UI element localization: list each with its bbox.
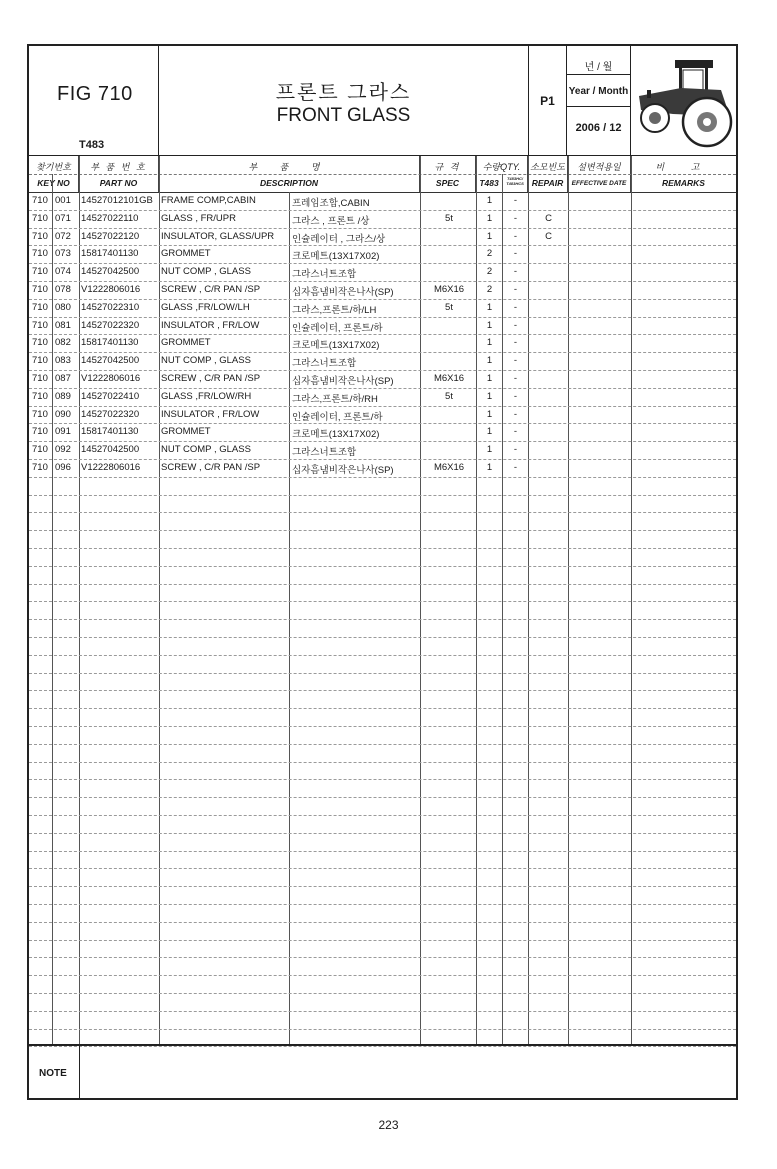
row-divider — [29, 922, 736, 923]
cell-qty: 1 — [486, 462, 493, 473]
cell-key: 092 — [55, 444, 71, 456]
cell-spec: 5t — [445, 212, 453, 224]
cell-key: 072 — [55, 230, 71, 242]
cell-desc: INSULATOR, GLASS/UPR — [161, 230, 275, 242]
cell-qty2: - — [513, 301, 518, 313]
cell-qty2: - — [513, 444, 518, 456]
cell-repair: C — [545, 230, 552, 242]
column-key-no-ko: 찾기번호 — [36, 162, 71, 172]
figure-box — [29, 46, 159, 155]
tractor-icon — [633, 48, 736, 153]
cell-desc: GLASS , FR/UPR — [161, 212, 236, 224]
cell-desc-ko: 그라스너트조합 — [292, 269, 357, 281]
table-row — [29, 210, 736, 228]
title-box — [159, 46, 529, 155]
cell-desc: NUT COMP , GLASS — [161, 355, 251, 367]
row-divider — [29, 868, 736, 869]
cell-desc: GROMMET — [161, 426, 211, 438]
cell-qty: 1 — [486, 212, 493, 224]
cell-part: 14527022410 — [81, 390, 140, 402]
cell-fig: 710 — [32, 212, 48, 224]
cell-fig: 710 — [32, 444, 48, 456]
cell-desc-ko: 그라스 , 프론트 /상 — [292, 215, 370, 227]
row-divider — [29, 512, 736, 513]
note-label: NOTE — [39, 1068, 67, 1079]
cell-spec: M6X16 — [433, 373, 465, 384]
cell-qty2: - — [513, 212, 518, 224]
cell-fig: 710 — [32, 266, 48, 278]
cell-qty: 1 — [486, 408, 493, 420]
table-row — [29, 352, 736, 370]
cell-desc: GROMMET — [161, 248, 211, 260]
cell-qty: 2 — [486, 284, 493, 295]
cell-qty2: - — [513, 195, 518, 206]
title-english: FRONT GLASS — [276, 105, 411, 126]
row-divider — [29, 690, 736, 691]
column-quantity-t483: T483 — [479, 178, 499, 188]
cell-key: 074 — [55, 266, 71, 278]
cell-fig: 710 — [32, 462, 48, 473]
cell-qty2: - — [513, 408, 518, 420]
row-divider — [29, 993, 736, 994]
row-divider — [29, 548, 736, 549]
cell-qty2: - — [513, 266, 518, 278]
cell-desc-ko: 인슐레이터, 프론트/하 — [292, 411, 383, 423]
cell-desc-ko: 크로메트(13X17X02) — [292, 251, 380, 263]
cell-key: 073 — [55, 248, 71, 260]
table-row — [29, 299, 736, 317]
cell-spec: 5t — [445, 301, 453, 313]
cell-fig: 710 — [32, 195, 48, 206]
row-divider — [29, 904, 736, 905]
row-divider — [29, 975, 736, 976]
column-spec-en: SPEC — [435, 178, 460, 188]
cell-desc-ko: 그라스,프론트/하/RH — [292, 393, 378, 405]
cell-desc-ko: 그라스너트조합 — [292, 447, 357, 459]
cell-desc-ko: 십자흠냄비작은나사(SP) — [292, 287, 394, 298]
cell-qty2: - — [513, 462, 518, 473]
cell-desc: GLASS ,FR/LOW/LH — [161, 301, 250, 313]
cell-key: 001 — [55, 195, 71, 206]
table-row — [29, 459, 736, 477]
column-repair-en: REPAIR — [531, 178, 564, 188]
row-divider — [29, 566, 736, 567]
table-row — [29, 388, 736, 406]
model-code: T483 — [79, 139, 105, 151]
row-divider — [29, 744, 736, 745]
table-row — [29, 228, 736, 246]
table-row — [29, 423, 736, 441]
column-effective-date-ko: 설변적용일 — [577, 162, 621, 172]
cell-part: V1222806016 — [81, 462, 141, 473]
table-row — [29, 192, 736, 210]
figure-number: FIG 710 — [57, 83, 133, 105]
title-korean: 프론트 그라스 — [275, 82, 412, 104]
cell-desc-ko: 인슐레이터 , 그라스/상 — [292, 233, 386, 245]
row-divider — [29, 637, 736, 638]
year-month-label-ko: 년 / 월 — [584, 62, 613, 73]
column-remarks-en: REMARKS — [662, 178, 705, 188]
column-description-en: DESCRIPTION — [259, 178, 319, 188]
cell-desc: FRAME COMP,CABIN — [161, 195, 256, 206]
cell-part: 14527022310 — [81, 301, 140, 313]
cell-spec: M6X16 — [433, 462, 465, 473]
cell-part: 14527042500 — [81, 444, 140, 456]
cell-qty: 1 — [486, 390, 493, 402]
cell-key: 087 — [55, 373, 71, 384]
cell-qty2: - — [513, 248, 518, 260]
column-quantity-ko: 수량QTY. — [482, 162, 521, 172]
cell-desc-ko: 크로메트(13X17X02) — [292, 429, 380, 441]
cell-fig: 710 — [32, 426, 48, 438]
cell-qty: 1 — [486, 301, 493, 313]
column-effective-date-en: EFFECTIVE DATE — [571, 180, 627, 187]
cell-qty: 1 — [486, 444, 493, 456]
cell-key: 080 — [55, 301, 71, 313]
year-month-value: 2006 / 12 — [575, 122, 622, 134]
column-description-ko: 부 품 명 — [248, 162, 330, 172]
row-divider — [29, 762, 736, 763]
cell-qty2: - — [513, 319, 518, 331]
cell-fig: 710 — [32, 230, 48, 242]
cell-qty: 1 — [486, 230, 493, 242]
cell-qty2: - — [513, 373, 518, 384]
year-month-box — [567, 46, 631, 155]
cell-desc-ko: 프레임조합,CABIN — [292, 198, 370, 209]
cell-desc: NUT COMP , GLASS — [161, 266, 251, 278]
cell-fig: 710 — [32, 355, 48, 367]
row-divider — [29, 708, 736, 709]
cell-desc: GLASS ,FR/LOW/RH — [161, 390, 252, 402]
row-divider — [29, 815, 736, 816]
cell-part: 14527022320 — [81, 319, 140, 331]
row-divider — [29, 851, 736, 852]
cell-fig: 710 — [32, 248, 48, 260]
cell-part: V1222806016 — [81, 373, 141, 384]
cell-fig: 710 — [32, 408, 48, 420]
cell-qty: 1 — [486, 337, 493, 349]
row-divider — [29, 940, 736, 941]
row-divider — [29, 833, 736, 834]
cell-qty2: - — [513, 284, 518, 295]
table-row — [29, 334, 736, 352]
cell-key: 081 — [55, 319, 71, 331]
cell-part: 14527042500 — [81, 266, 140, 278]
tractor-image-box — [631, 46, 736, 155]
row-divider — [29, 779, 736, 780]
page-number: 223 — [378, 1118, 399, 1132]
cell-spec: 5t — [445, 390, 453, 402]
row-divider — [29, 957, 736, 958]
parts-catalog-page — [27, 44, 738, 1100]
column-part-no-ko: 부 품 번 호 — [90, 162, 147, 172]
cell-key: 078 — [55, 284, 71, 295]
cell-qty: 1 — [486, 373, 493, 384]
column-spec-ko: 규 격 — [434, 162, 461, 172]
cell-desc-ko: 십자흠냄비작은나사(SP) — [292, 465, 394, 476]
column-repair-ko: 소모빈도 — [530, 162, 565, 172]
cell-fig: 710 — [32, 373, 48, 384]
row-divider — [29, 1029, 736, 1030]
cell-key: 096 — [55, 462, 71, 473]
cell-qty: 1 — [486, 319, 493, 331]
table-row — [29, 263, 736, 281]
cell-part: 14527012101GB — [81, 195, 153, 206]
cell-fig: 710 — [32, 337, 48, 349]
row-divider — [29, 601, 736, 602]
row-divider — [29, 619, 736, 620]
year-month-label-en: Year / Month — [568, 86, 629, 97]
column-key-no-en: KEY NO — [37, 178, 70, 188]
row-divider — [29, 673, 736, 674]
cell-key: 082 — [55, 337, 71, 349]
cell-desc: INSULATOR , FR/LOW — [161, 319, 260, 331]
table-row — [29, 441, 736, 459]
table-row — [29, 406, 736, 424]
cell-part: 15817401130 — [81, 337, 139, 349]
page-code-box — [529, 46, 567, 155]
table-row — [29, 370, 736, 388]
cell-desc: INSULATOR , FR/LOW — [161, 408, 260, 420]
cell-fig: 710 — [32, 301, 48, 313]
table-row — [29, 245, 736, 263]
cell-qty2: - — [513, 355, 518, 367]
cell-key: 091 — [55, 426, 71, 438]
cell-part: 14527022110 — [81, 212, 139, 224]
column-quantity-t483hc: T483HC/ T483HCS — [506, 176, 524, 186]
cell-qty2: - — [513, 230, 518, 242]
page-header — [29, 46, 736, 156]
cell-desc-ko: 그라스,프론트/하/LH — [292, 304, 377, 316]
cell-qty2: - — [513, 426, 518, 438]
cell-desc: SCREW , C/R PAN /SP — [161, 284, 261, 295]
cell-fig: 710 — [32, 390, 48, 402]
cell-desc-ko: 그라스너트조합 — [292, 358, 357, 370]
cell-part: 15817401130 — [81, 248, 139, 260]
row-divider — [29, 584, 736, 585]
cell-qty2: - — [513, 390, 518, 402]
cell-qty: 1 — [486, 355, 493, 367]
table-row — [29, 317, 736, 335]
cell-part: 14527042500 — [81, 355, 140, 367]
cell-desc-ko: 크로메트(13X17X02) — [292, 340, 380, 352]
note-section — [29, 1044, 736, 1100]
cell-qty2: - — [513, 337, 518, 349]
table-row — [29, 281, 736, 299]
cell-spec: M6X16 — [433, 284, 465, 295]
cell-key: 090 — [55, 408, 71, 420]
cell-desc: SCREW , C/R PAN /SP — [161, 373, 261, 384]
page-code: P1 — [540, 94, 555, 108]
row-divider — [29, 886, 736, 887]
cell-desc-ko: 인슐레이터, 프론트/하 — [292, 322, 383, 334]
cell-desc: SCREW , C/R PAN /SP — [161, 462, 261, 473]
row-divider — [29, 1011, 736, 1012]
cell-part: 14527022320 — [81, 408, 140, 420]
cell-desc: NUT COMP , GLASS — [161, 444, 251, 456]
row-divider — [29, 726, 736, 727]
cell-qty: 1 — [486, 426, 493, 438]
row-divider — [29, 655, 736, 656]
cell-part: 15817401130 — [81, 426, 139, 438]
cell-qty: 2 — [486, 248, 493, 260]
cell-fig: 710 — [32, 284, 48, 295]
row-divider — [29, 495, 736, 496]
cell-key: 089 — [55, 390, 71, 402]
cell-key: 083 — [55, 355, 71, 367]
cell-key: 071 — [55, 212, 71, 224]
cell-fig: 710 — [32, 319, 48, 331]
column-part-no-en: PART NO — [99, 178, 138, 188]
cell-part: V1222806016 — [81, 284, 141, 295]
cell-qty: 1 — [486, 195, 493, 206]
row-divider — [29, 797, 736, 798]
row-divider — [29, 530, 736, 531]
cell-desc-ko: 십자흠냄비작은나사(SP) — [292, 376, 394, 387]
column-remarks-ko: 비 고 — [655, 162, 712, 172]
cell-desc: GROMMET — [161, 337, 211, 349]
cell-repair: C — [545, 212, 552, 224]
cell-part: 14527022120 — [81, 230, 140, 242]
cell-qty: 2 — [486, 266, 493, 278]
